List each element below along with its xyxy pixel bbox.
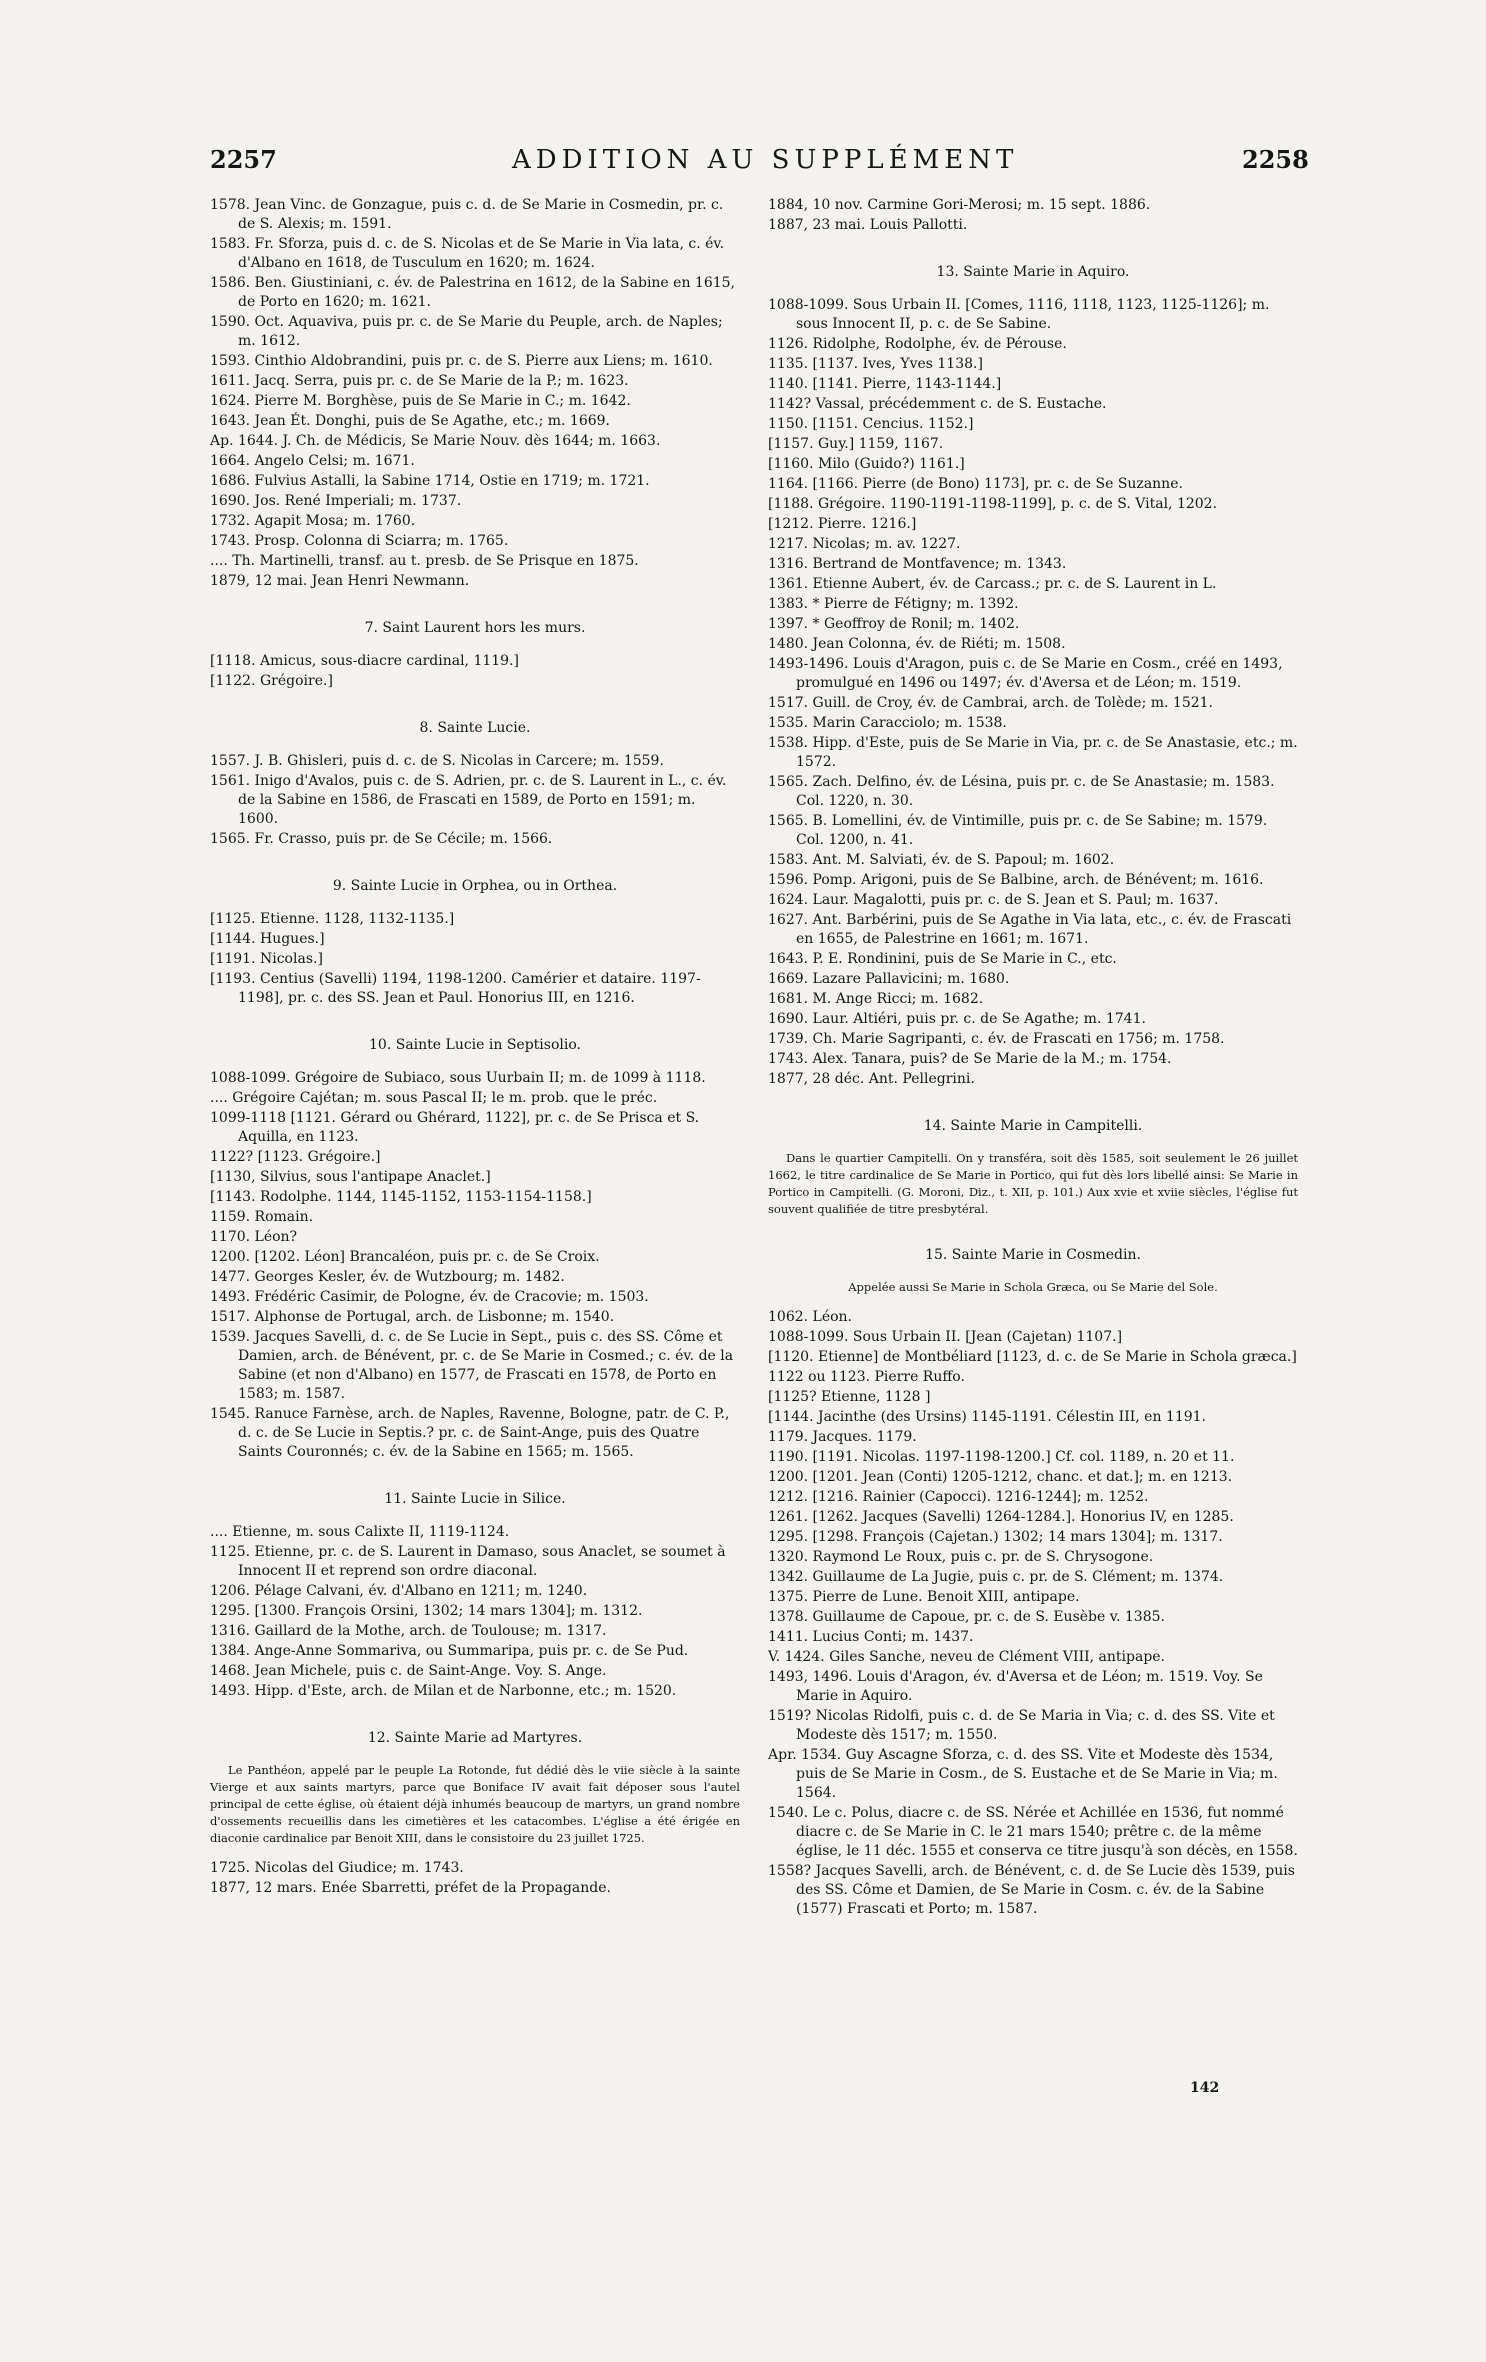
list-entry: 1593. Cinthio Aldobrandini, puis pr. c. de S. Pierre aux Liens; m. 1610.	[210, 353, 713, 369]
list-entry: 1150. [1151. Cencius. 1152.]	[768, 416, 974, 432]
section-heading: 10. Sainte Lucie in Septisolio.	[369, 1037, 581, 1053]
list-entry: 1411. Lucius Conti; m. 1437.	[768, 1629, 974, 1645]
list-entry: [1188. Grégoire. 1190-1191-1198-1199], p. c. de S. Vital, 1202.	[768, 496, 1218, 512]
list-entry: 1142? Vassal, précédemment c. de S. Eustache.	[768, 396, 1107, 412]
list-entry: 1517. Alphonse de Portugal, arch. de Lisbonne; m. 1540.	[210, 1309, 615, 1325]
list-entry: 1539. Jacques Savelli, d. c. de Se Lucie in Sept., puis c. des SS. Côme et Damien, arch. de Bénévent, pr. c. de Se Marie in Cosmed.; c. év. de la Sabine (et non d'Albano) en 1577, de Frascati en 1578, de Porto en 1583; m. 1587.	[210, 1329, 734, 1402]
list-entry: [1120. Etienne] de Montbéliard [1123, d. c. de Se Marie in Schola græca.]	[768, 1349, 1297, 1365]
list-entry: 1557. J. B. Ghisleri, puis d. c. de S. Nicolas in Carcere; m. 1559.	[210, 753, 664, 769]
list-entry: 1538. Hipp. d'Este, puis de Se Marie in Via, pr. c. de Se Anastasie, etc.; m. 1572.	[768, 735, 1298, 770]
section-heading: 11. Sainte Lucie in Silice.	[384, 1491, 566, 1507]
page-number: 142	[1190, 2080, 1220, 2096]
list-entry: 1586. Ben. Giustiniani, c. év. de Palestrina en 1612, de la Sabine en 1615, de Porto en 1620; m. 1621.	[210, 275, 735, 310]
list-entry: 1611. Jacq. Serra, puis pr. c. de Se Marie de la P.; m. 1623.	[210, 373, 629, 389]
list-entry: 1743. Prosp. Colonna di Sciarra; m. 1765.	[210, 533, 509, 549]
list-entry: 1643. P. E. Rondinini, puis de Se Marie in C., etc.	[768, 951, 1117, 967]
list-entry: 1122? [1123. Grégoire.]	[210, 1149, 381, 1165]
list-entry: 1627. Ant. Barbérini, puis de Se Agathe in Via lata, etc., c. év. de Frascati en 1655, de Palestrine en 1661; m. 1671.	[768, 912, 1292, 947]
list-entry: 1361. Etienne Aubert, év. de Carcass.; pr. c. de S. Laurent in L.	[768, 576, 1217, 592]
list-entry: 1664. Angelo Celsi; m. 1671.	[210, 453, 415, 469]
list-entry: 1493-1496. Louis d'Aragon, puis c. de Se Marie en Cosm., créé en 1493, promulgué en 1496 ou 1497; év. d'Aversa et de Léon; m. 1519.	[768, 656, 1283, 691]
list-entry: 1316. Bertrand de Montfavence; m. 1343.	[768, 556, 1067, 572]
list-entry: 1690. Jos. René Imperiali; m. 1737.	[210, 493, 462, 509]
section-heading: 9. Sainte Lucie in Orphea, ou in Orthea.	[332, 878, 618, 894]
list-entry: 1540. Le c. Polus, diacre c. de SS. Nérée et Achillée en 1536, fut nommé diacre c. de Se Marie in C. le 21 mars 1540; prêtre c. de la même église, le 11 déc. 1555 et conserva ce titre jusqu'à son décès, en 1558.	[768, 1805, 1298, 1859]
list-entry: 1669. Lazare Pallavicini; m. 1680.	[768, 971, 1010, 987]
list-entry: 1477. Georges Kesler, év. de Wutzbourg; m. 1482.	[210, 1269, 565, 1285]
right-column-number: 2258	[1242, 145, 1309, 174]
list-entry: 1140. [1141. Pierre, 1143-1144.]	[768, 376, 1002, 392]
list-entry: [1125? Etienne, 1128 ]	[768, 1389, 931, 1405]
list-entry: [1118. Amicus, sous-diacre cardinal, 1119.]	[210, 653, 519, 669]
right-column	[768, 196, 1298, 1920]
list-entry: 1088-1099. Grégoire de Subiaco, sous Uurbain II; m. de 1099 à 1118.	[210, 1070, 706, 1086]
list-entry: 1342. Guillaume de La Jugie, puis c. pr. de S. Clément; m. 1374.	[768, 1569, 1224, 1585]
list-entry: 1739. Ch. Marie Sagripanti, c. év. de Frascati en 1756; m. 1758.	[768, 1031, 1225, 1047]
section-heading: 13. Sainte Marie in Aquiro.	[936, 264, 1130, 280]
section-heading: 14. Sainte Marie in Campitelli.	[923, 1118, 1143, 1134]
list-entry: 1200. [1202. Léon] Brancaléon, puis pr. c. de Se Croix.	[210, 1249, 600, 1265]
list-entry: 1884, 10 nov. Carmine Gori-Merosi; m. 15 sept. 1886.	[768, 197, 1151, 213]
list-entry: 1583. Ant. M. Salviati, év. de S. Papoul; m. 1602.	[768, 852, 1115, 868]
list-entry: 1212. [1216. Rainier (Capocci). 1216-1244]; m. 1252.	[768, 1489, 1149, 1505]
list-entry: .... Th. Martinelli, transf. au t. presb. de Se Prisque en 1875.	[210, 553, 639, 569]
list-entry: 1624. Laur. Magalotti, puis pr. c. de S. Jean et S. Paul; m. 1637.	[768, 892, 1219, 908]
list-entry: 1519? Nicolas Ridolfi, puis c. d. de Se Maria in Via; c. d. des SS. Vite et Modeste dès 1517; m. 1550.	[768, 1708, 1275, 1743]
list-entry: 1565. Zach. Delfino, év. de Lésina, puis pr. c. de Se Anastasie; m. 1583. Col. 1220, n. 30.	[768, 774, 1275, 809]
list-entry: 1164. [1166. Pierre (de Bono) 1173], pr. c. de Se Suzanne.	[768, 476, 1183, 492]
section-heading: 12. Sainte Marie ad Martyres.	[367, 1730, 583, 1746]
list-entry: Apr. 1534. Guy Ascagne Sforza, c. d. des SS. Vite et Modeste dès 1534, puis de Se Marie in Cosm., de S. Eustache et de Se Marie in Via; m. 1564.	[768, 1747, 1278, 1801]
list-entry: [1130, Silvius, sous l'antipape Anaclet.]	[210, 1169, 491, 1185]
list-entry: [1144. Hugues.]	[210, 931, 325, 947]
list-entry: 1535. Marin Caracciolo; m. 1538.	[768, 715, 1007, 731]
list-entry: [1144. Jacinthe (des Ursins) 1145-1191. Célestin III, en 1191.	[768, 1409, 1206, 1425]
list-entry: 1732. Agapit Mosa; m. 1760.	[210, 513, 416, 529]
list-entry: [1122. Grégoire.]	[210, 673, 333, 689]
list-entry: 1159. Romain.	[210, 1209, 314, 1225]
list-entry: 1561. Inigo d'Avalos, puis c. de S. Adrien, pr. c. de S. Laurent in L., c. év. de la Sabine en 1586, de Frascati en 1589, de Porto en 1591; m. 1600.	[210, 773, 727, 827]
list-entry: [1193. Centius (Savelli) 1194, 1198-1200. Camérier et dataire. 1197-1198], pr. c. des SS. Jean et Paul. Honorius III, en 1216.	[210, 971, 701, 1006]
list-entry: [1157. Guy.] 1159, 1167.	[768, 436, 944, 452]
list-entry: 1877, 12 mars. Enée Sbarretti, préfet de la Propagande.	[210, 1880, 611, 1896]
left-column-number: 2257	[210, 145, 277, 174]
left-column	[210, 196, 740, 1899]
list-entry: 1179. Jacques. 1179.	[768, 1429, 917, 1445]
list-entry: 1383. * Pierre de Fétigny; m. 1392.	[768, 596, 1019, 612]
list-entry: 1879, 12 mai. Jean Henri Newmann.	[210, 573, 470, 589]
list-entry: 1200. [1201. Jean (Conti) 1205-1212, chanc. et dat.]; m. en 1213.	[768, 1469, 1233, 1485]
list-entry: 1384. Ange-Anne Sommariva, ou Summaripa, puis pr. c. de Se Pud.	[210, 1643, 689, 1659]
list-entry: 1170. Léon?	[210, 1229, 298, 1245]
list-entry: 1206. Pélage Calvani, év. d'Albano en 1211; m. 1240.	[210, 1583, 588, 1599]
list-entry: 1378. Guillaume de Capoue, pr. c. de S. Eusèbe v. 1385.	[768, 1609, 1165, 1625]
list-entry: Ap. 1644. J. Ch. de Médicis, Se Marie Nouv. dès 1644; m. 1663.	[210, 433, 661, 449]
list-entry: 1125. Etienne, pr. c. de S. Laurent in Damaso, sous Anaclet, se soumet à Innocent II et reprend son ordre diaconal.	[210, 1544, 726, 1579]
list-entry: 1493. Frédéric Casimir, de Pologne, év. de Cracovie; m. 1503.	[210, 1289, 649, 1305]
list-entry: 1320. Raymond Le Roux, puis c. pr. de S. Chrysogone.	[768, 1549, 1154, 1565]
list-entry: 1877, 28 déc. Ant. Pellegrini.	[768, 1071, 975, 1087]
list-entry: 1493, 1496. Louis d'Aragon, év. d'Aversa et de Léon; m. 1519. Voy. Se Marie in Aquiro.	[768, 1669, 1263, 1704]
list-entry: 1375. Pierre de Lune. Benoit XIII, antipape.	[768, 1589, 1080, 1605]
list-entry: [1125. Etienne. 1128, 1132-1135.]	[210, 911, 455, 927]
list-entry: 1493. Hipp. d'Este, arch. de Milan et de Narbonne, etc.; m. 1520.	[210, 1683, 677, 1699]
list-entry: 1316. Gaillard de la Mothe, arch. de Toulouse; m. 1317.	[210, 1623, 607, 1639]
list-entry: 1099-1118 [1121. Gérard ou Ghérard, 1122], pr. c. de Se Prisca et S. Aquilla, en 1123.	[210, 1110, 700, 1145]
list-entry: 1088-1099. Sous Urbain II. [Jean (Cajetan) 1107.]	[768, 1329, 1123, 1345]
list-entry: 1743. Alex. Tanara, puis? de Se Marie de la M.; m. 1754.	[768, 1051, 1172, 1067]
list-entry: 1686. Fulvius Astalli, la Sabine 1714, Ostie en 1719; m. 1721.	[210, 473, 650, 489]
list-entry: 1558? Jacques Savelli, arch. de Bénévent, c. d. de Se Lucie dès 1539, puis des SS. Côme et Damien, de Se Marie in Cosm. c. év. de la Sabine (1577) Frascati et Porto; m. 1587.	[768, 1863, 1295, 1917]
list-entry: 1217. Nicolas; m. av. 1227.	[768, 536, 961, 552]
page-title: ADDITION AU SUPPLÉMENT	[512, 145, 1019, 175]
section-note: Le Panthéon, appelé par le peuple La Rotonde, fut dédié dès le viie siècle à la sainte Vierge et aux saints martyrs, parce que Boniface IV avait fait déposer sous l'autel principal de cette église, où étaient déjà inhumés beaucoup de martyrs, un grand nombre d'ossements recueillis dans les cimetières et les catacombes. L'église a été érigée en diaconie cardinalice par Benoit XIII, dans le consistoire du 23 juillet 1725.	[210, 1763, 740, 1845]
list-entry: 1190. [1191. Nicolas. 1197-1198-1200.] Cf. col. 1189, n. 20 et 11.	[768, 1449, 1235, 1465]
list-entry: 1690. Laur. Altiéri, puis pr. c. de Se Agathe; m. 1741.	[768, 1011, 1146, 1027]
list-entry: [1212. Pierre. 1216.]	[768, 516, 917, 532]
list-entry: .... Etienne, m. sous Calixte II, 1119-1124.	[210, 1524, 510, 1540]
list-entry: 1578. Jean Vinc. de Gonzague, puis c. d. de Se Marie in Cosmedin, pr. c. de S. Alexis; m. 1591.	[210, 197, 724, 232]
section-note: Dans le quartier Campitelli. On y transféra, soit dès 1585, soit seulement le 26 juillet 1662, le titre cardinalice de Se Marie in Portico, qui fut dès lors libellé ainsi: Se Marie in Portico in Campitelli. (G. Moroni, Diz., t. XII, p. 101.) Aux xvie et xviie siècles, l'église fut souvent qualifiée de titre presbytéral.	[768, 1151, 1298, 1216]
section-heading: 15. Sainte Marie in Cosmedin.	[925, 1247, 1141, 1263]
list-entry: 1261. [1262. Jacques (Savelli) 1264-1284.]. Honorius IV, en 1285.	[768, 1509, 1234, 1525]
list-entry: 1062. Léon.	[768, 1309, 853, 1325]
list-entry: 1583. Fr. Sforza, puis d. c. de S. Nicolas et de Se Marie in Via lata, c. év. d'Albano en 1618, de Tusculum en 1620; m. 1624.	[210, 236, 725, 271]
list-entry: 1624. Pierre M. Borghèse, puis de Se Marie in C.; m. 1642.	[210, 393, 631, 409]
list-entry: 1088-1099. Sous Urbain II. [Comes, 1116, 1118, 1123, 1125-1126]; m. sous Innocent II, p. c. de Se Sabine.	[768, 297, 1270, 332]
list-entry: 1126. Ridolphe, Rodolphe, év. de Pérouse.	[768, 336, 1067, 352]
list-entry: 1397. * Geoffroy de Ronil; m. 1402.	[768, 616, 1020, 632]
list-entry: [1191. Nicolas.]	[210, 951, 323, 967]
list-entry: 1643. Jean Ét. Donghi, puis de Se Agathe, etc.; m. 1669.	[210, 413, 610, 429]
list-entry: [1160. Milo (Guido?) 1161.]	[768, 456, 965, 472]
list-entry: 1135. [1137. Ives, Yves 1138.]	[768, 356, 983, 372]
list-entry: 1590. Oct. Aquaviva, puis pr. c. de Se Marie du Peuple, arch. de Naples; m. 1612.	[210, 314, 723, 349]
list-entry: 1545. Ranuce Farnèse, arch. de Naples, Ravenne, Bologne, patr. de C. P., d. c. de Se Lucie in Septis.? pr. c. de Saint-Ange, puis des Quatre Saints Couronnés; c. év. de la Sabine en 1565; m. 1565.	[210, 1406, 730, 1460]
list-entry: 1887, 23 mai. Louis Pallotti.	[768, 217, 968, 233]
section-heading: 8. Sainte Lucie.	[419, 720, 531, 736]
list-entry: V. 1424. Giles Sanche, neveu de Clément VIII, antipape.	[768, 1649, 1166, 1665]
list-entry: 1122 ou 1123. Pierre Ruffo.	[768, 1369, 965, 1385]
list-entry: 1295. [1298. François (Cajetan.) 1302; 14 mars 1304]; m. 1317.	[768, 1529, 1223, 1545]
list-entry: 1295. [1300. François Orsini, 1302; 14 mars 1304]; m. 1312.	[210, 1603, 643, 1619]
list-entry: 1565. B. Lomellini, év. de Vintimille, puis pr. c. de Se Sabine; m. 1579. Col. 1200, n. 41.	[768, 813, 1268, 848]
section-note: Appelée aussi Se Marie in Schola Græca, ou Se Marie del Sole.	[848, 1280, 1218, 1294]
list-entry: 1681. M. Ange Ricci; m. 1682.	[768, 991, 984, 1007]
list-entry: 1480. Jean Colonna, év. de Riéti; m. 1508.	[768, 636, 1066, 652]
list-entry: 1565. Fr. Crasso, puis pr. de Se Cécile; m. 1566.	[210, 831, 553, 847]
section-heading: 7. Saint Laurent hors les murs.	[364, 620, 586, 636]
list-entry: .... Grégoire Cajétan; m. sous Pascal II; le m. prob. que le préc.	[210, 1090, 658, 1106]
list-entry: 1468. Jean Michele, puis c. de Saint-Ange. Voy. S. Ange.	[210, 1663, 607, 1679]
list-entry: [1143. Rodolphe. 1144, 1145-1152, 1153-1154-1158.]	[210, 1189, 592, 1205]
list-entry: 1725. Nicolas del Giudice; m. 1743.	[210, 1860, 464, 1876]
list-entry: 1517. Guill. de Croy, év. de Cambrai, arch. de Tolède; m. 1521.	[768, 695, 1213, 711]
list-entry: 1596. Pomp. Arigoni, puis de Se Balbine, arch. de Bénévent; m. 1616.	[768, 872, 1264, 888]
